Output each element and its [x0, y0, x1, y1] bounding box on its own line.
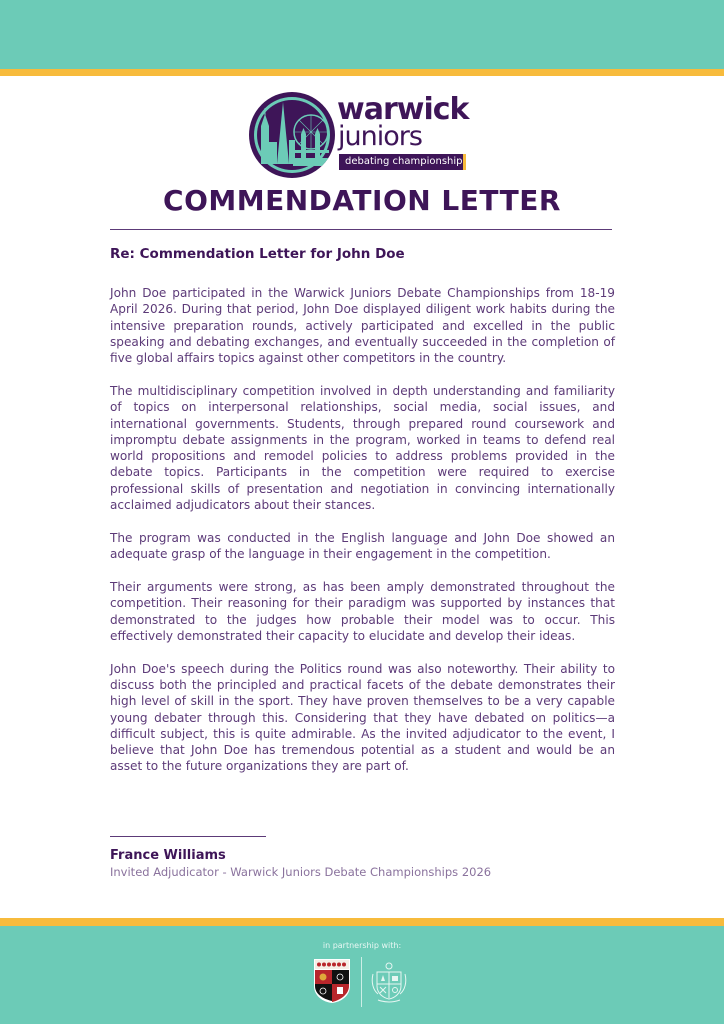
logo-wordmark-warwick: warwick — [337, 92, 469, 127]
university-crest-icon — [313, 958, 351, 1004]
partner-divider — [361, 957, 362, 1007]
signatory-name: France Williams — [110, 848, 226, 863]
header-band — [0, 0, 724, 69]
header-stripe — [0, 69, 724, 76]
letter-body — [110, 285, 615, 791]
page-title: COMMENDATION LETTER — [163, 184, 561, 217]
paragraph: John Doe participated in the Warwick Juniors Debate Championships from 18-19 April 2026. During that period, John Doe displayed diligent work habits during the intensive preparation rounds, actively participated and excelled in the public speaking and debating exchanges, and eventually succeeded in the completion of five global affairs topics against other competitors in the country. — [110, 286, 615, 366]
footer-stripe — [0, 918, 724, 926]
partner-label: in partnership with: — [322, 941, 402, 950]
paragraph: The program was conducted in the English language and John Doe showed an adequate grasp of the language in their engagement in the competition. — [110, 530, 615, 562]
subject-line: Re: Commendation Letter for John Doe — [110, 246, 405, 262]
london-skyline-icon — [249, 92, 335, 178]
title-divider — [110, 229, 612, 230]
signature-line — [110, 836, 266, 837]
school-crest-icon — [370, 960, 408, 1004]
paragraph: Their arguments were strong, as has been amply demonstrated throughout the competition. Their reasoning for their paradigm was supported by instances that demonstrated to the judges how probable their model was to occur. This effectively demonstrated their capacity to elucidate and develop their ideas. — [110, 579, 615, 643]
logo-wordmark-juniors: juniors — [338, 121, 422, 152]
paragraph: The multidisciplinary competition involved in depth understanding and familiarity of topics on interpersonal relationships, social media, social issues, and international governments. Students, through prepared round coursework and impromptu debate assignments in the program, worked in teams to defend real world propositions and remodel policies to address problems provided in the debate topics. Participants in the competition were required to exercise professional skills of presentation and negotiation in convincing internationally acclaimed adjudicators about their stances. — [110, 383, 615, 513]
signatory-role: Invited Adjudicator - Warwick Juniors Debate Championships 2026 — [110, 865, 492, 879]
paragraph: John Doe's speech during the Politics round was also noteworthy. Their ability to discuss both the principled and practical facets of the debate demonstrates their high level of skill in the sport. They have proven themselves to be a very capable young debater through this. Considering that they have debated on politics—a difficult subject, this is quite admirable. As the invited adjudicator to the event, I believe that John Doe has tremendous potential as a student and would be an asset to the future organizations they are part of. — [110, 661, 615, 774]
logo-tagline: debating championship — [339, 154, 466, 170]
warwick-juniors-logo — [249, 92, 474, 178]
